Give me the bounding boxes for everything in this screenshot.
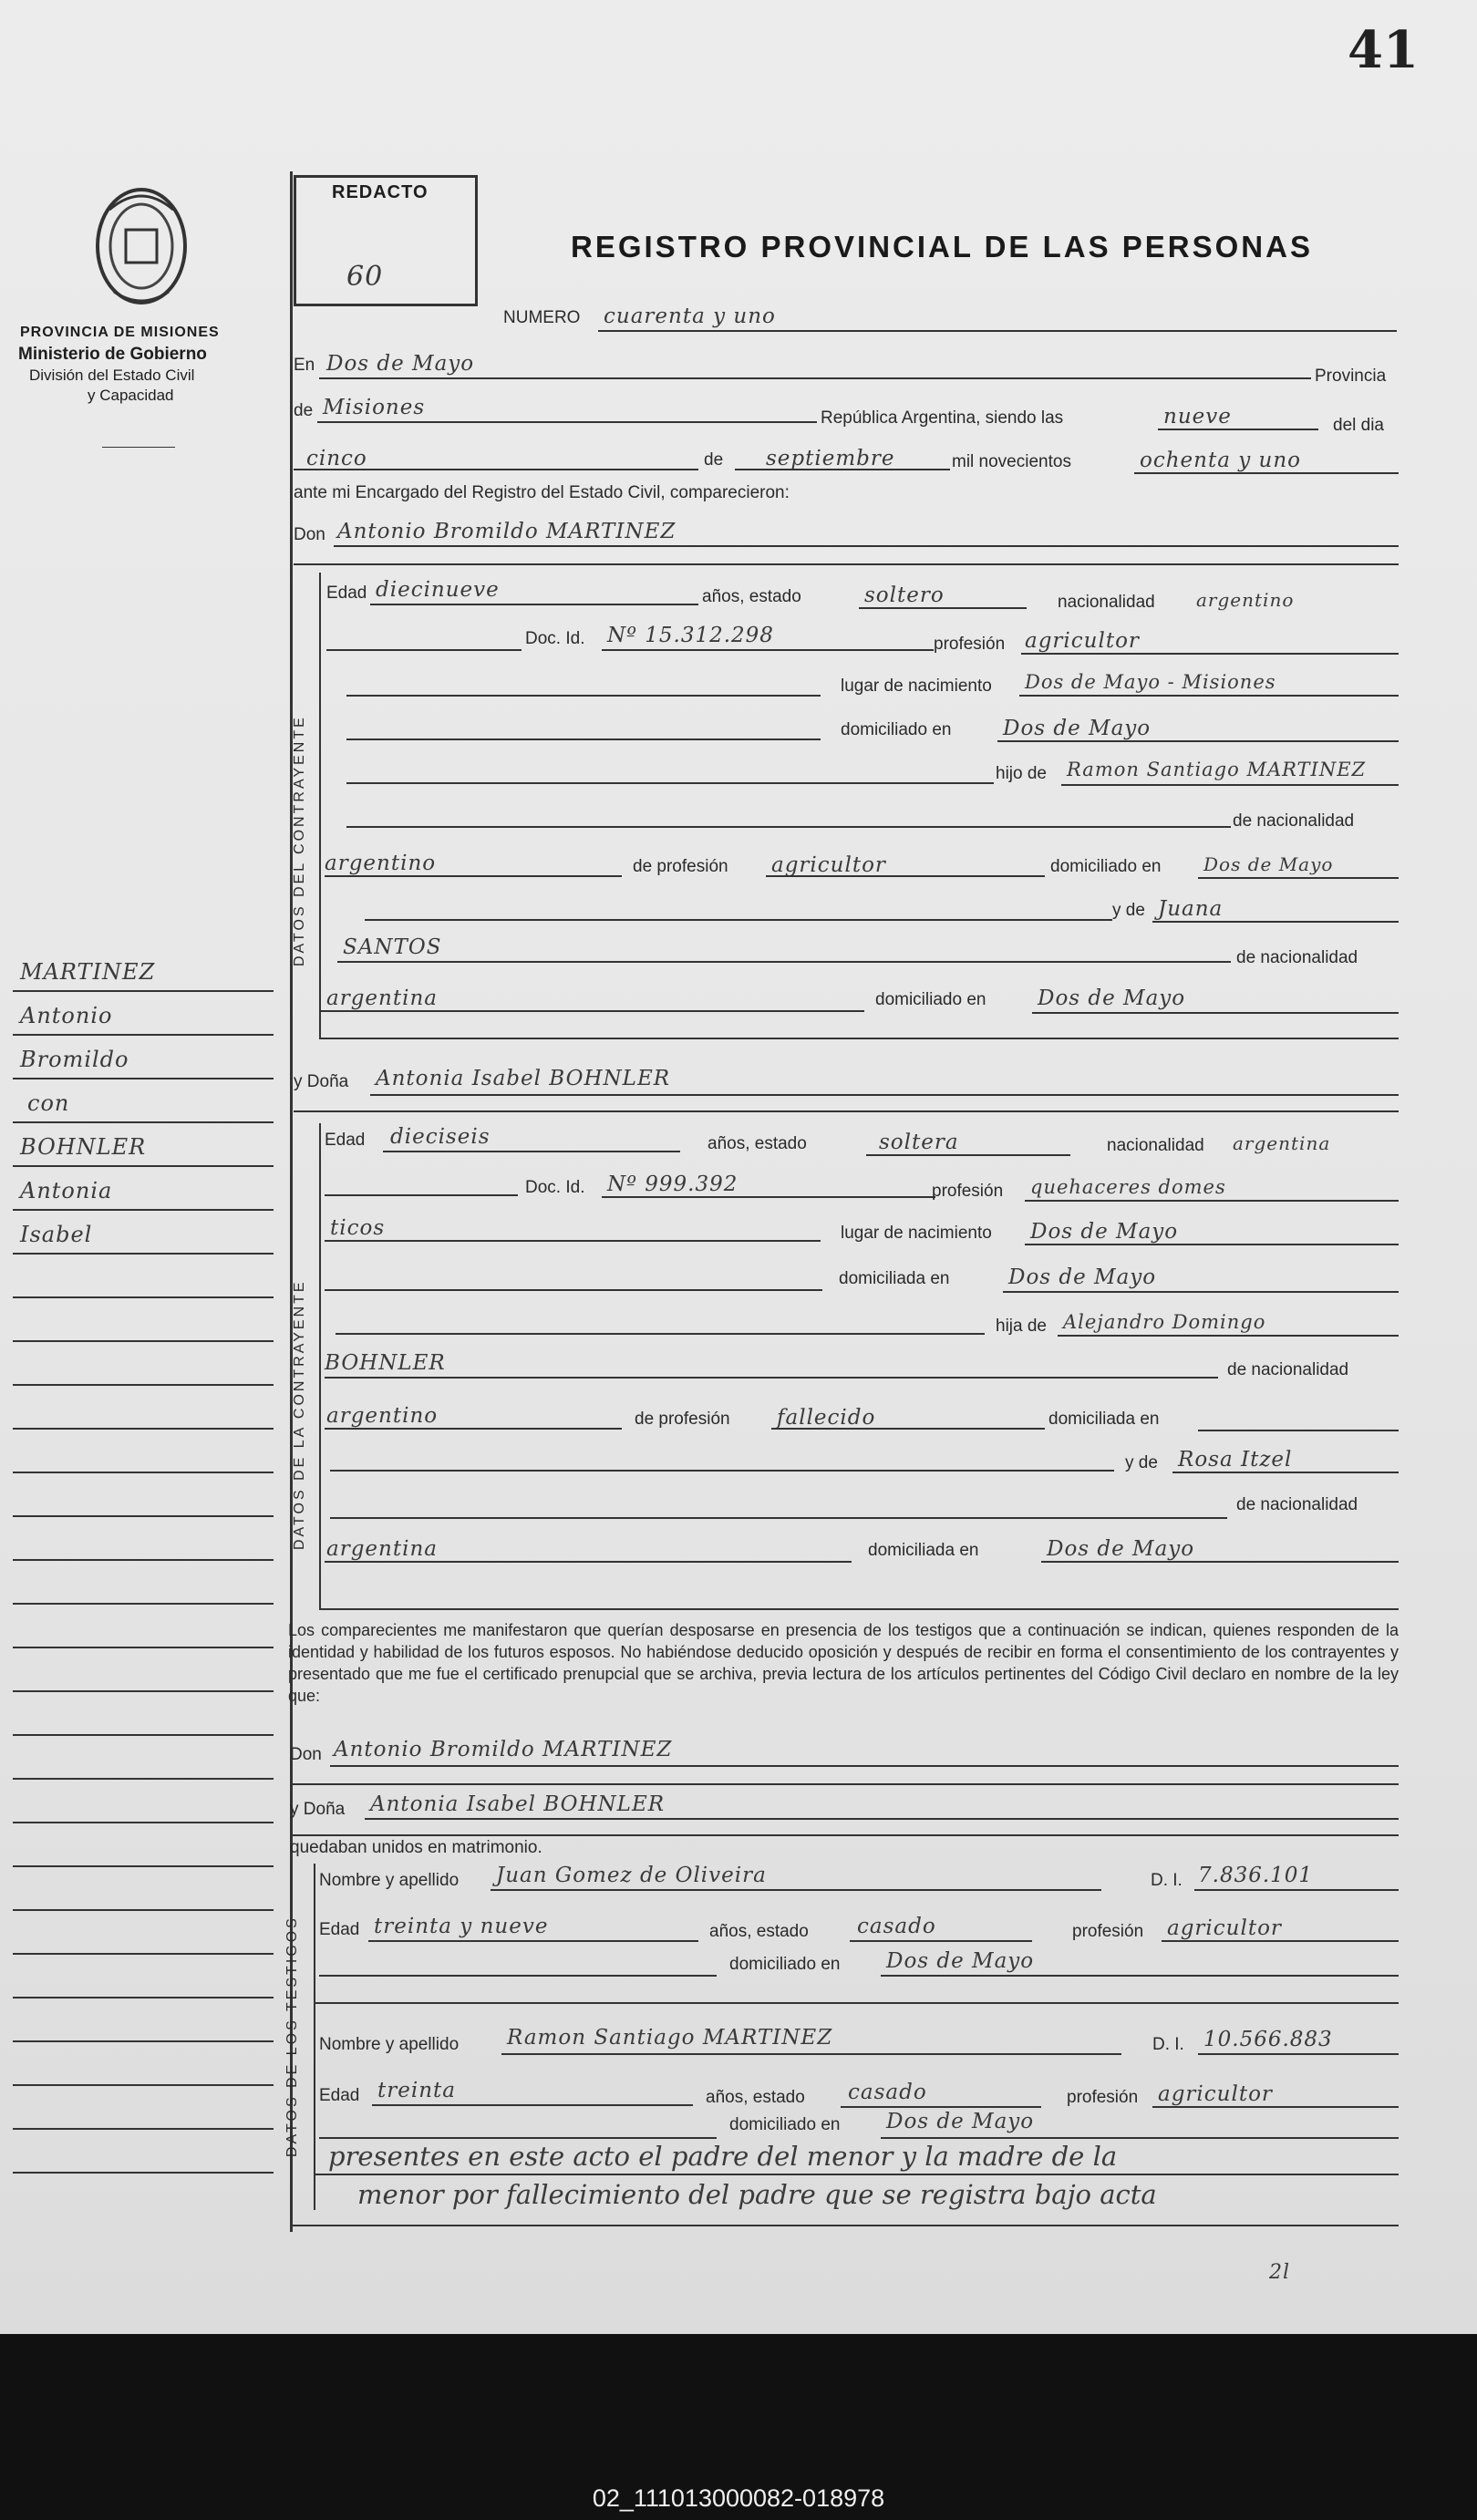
- t2-nombre-line: [501, 2053, 1121, 2055]
- margin-note: MARTINEZ: [20, 959, 156, 985]
- c2-yde-pre-line: [330, 1470, 1114, 1472]
- margin-rule-line: [13, 1515, 274, 1517]
- c2-prof-line: [1025, 1200, 1399, 1202]
- t2-estado: casado: [848, 2081, 927, 2104]
- c1-nombre-line2: [294, 563, 1399, 565]
- t1-edad: treinta y nueve: [374, 1915, 549, 1938]
- seal-division: División del Estado Civil: [29, 367, 195, 384]
- c1-dom-label: domiciliado en: [841, 720, 952, 739]
- c1-doc: Nº 15.312.298: [607, 624, 774, 647]
- margin-rule-line: [13, 2128, 274, 2130]
- c2-padre-prof-line: [771, 1428, 1045, 1430]
- anio-line: [1134, 472, 1399, 474]
- c1-hijo-label: hijo de: [996, 764, 1047, 783]
- c1-de-nac-label: de nacionalidad: [1233, 811, 1355, 831]
- mil-label: mil novecientos: [952, 452, 1071, 471]
- margin-rule-line: [13, 1734, 274, 1736]
- t1-domicilio: Dos de Mayo: [886, 1949, 1035, 1973]
- en-line: [319, 377, 1311, 379]
- seal-capacity: y Capacidad: [88, 387, 174, 404]
- c1-madre-dom-label: domiciliado en: [875, 990, 986, 1009]
- c2-bracket: [319, 1123, 321, 1608]
- margin-rule-line: [13, 1778, 274, 1780]
- numero-value: cuarenta y uno: [604, 305, 776, 328]
- t2-prof-label: profesión: [1067, 2088, 1139, 2107]
- redacto-value: 60: [346, 261, 384, 293]
- margin-rule-line: [13, 1865, 274, 1867]
- margin-rule-line: [13, 1253, 274, 1255]
- numero-line: [598, 330, 1397, 332]
- margin-rule-line: [13, 2084, 274, 2086]
- c2-nac2-pre-line: [330, 1517, 1227, 1519]
- t2-estado-line: [841, 2106, 1041, 2108]
- margin-rule-line: [13, 1647, 274, 1648]
- c2-madre-dom-line: [1041, 1561, 1399, 1563]
- t2-di: 10.566.883: [1203, 2028, 1333, 2051]
- t1-anos-label: años, estado: [709, 1922, 809, 1941]
- scan-id-label: 02_111013000082-018978: [592, 2484, 885, 2512]
- t2-nombre-label: Nombre y apellido: [319, 2035, 460, 2054]
- contrayente1-section-label: DATOS DEL CONTRAYENTE: [292, 715, 307, 966]
- t2-edad-line: [372, 2104, 693, 2106]
- union-dona: Antonia Isabel BOHNLER: [370, 1792, 666, 1816]
- dia-value: cinco: [306, 447, 367, 470]
- t2-profesion: agricultor: [1158, 2082, 1273, 2106]
- c2-padre-apellido: BOHNLER: [325, 1351, 446, 1375]
- c2-y-de-label: y de: [1125, 1453, 1158, 1472]
- c2-nombre-line: [370, 1094, 1399, 1096]
- c2-padre-dom-label: domiciliada en: [1048, 1410, 1160, 1429]
- contrayente2-nombre: Antonia Isabel BOHNLER: [376, 1067, 671, 1090]
- page-number: 41: [1348, 20, 1419, 80]
- c2-doc-label: Doc. Id.: [525, 1178, 585, 1197]
- t2-edad-label: Edad: [319, 2086, 360, 2105]
- union-dona-label: y Doña: [290, 1800, 346, 1819]
- c2-estado: soltera: [879, 1131, 959, 1154]
- corner-mark: 2l: [1269, 2261, 1291, 2284]
- c2-domicilio: Dos de Mayo: [1008, 1265, 1157, 1289]
- c1-padre-dom-label: domiciliado en: [1050, 857, 1162, 876]
- margin-rule-line: [13, 1822, 274, 1823]
- margin-rule-line: [13, 1603, 274, 1605]
- testigos-bracket: [314, 1864, 315, 2210]
- c2-doc-line: [602, 1196, 935, 1198]
- union-don-label: Don: [290, 1745, 322, 1764]
- c2-hija-pre-line: [336, 1333, 985, 1335]
- c1-estado: soltero: [864, 584, 945, 607]
- c1-madre1: Juana: [1158, 897, 1224, 921]
- c1-hijo-pre-line: [346, 782, 994, 784]
- c1-lugar-pre-line: [346, 695, 821, 697]
- margin-rule-line: [13, 1078, 274, 1079]
- hora-value: nueve: [1163, 405, 1232, 429]
- c1-madre2: SANTOS: [343, 935, 442, 959]
- margin-note: con: [27, 1090, 70, 1116]
- c2-dom-pre-line: [325, 1289, 822, 1291]
- nota-line1: presentes en este acto el padre del menor y la madre de la: [328, 2141, 1118, 2172]
- t1-di-line: [1194, 1889, 1399, 1891]
- c1-madre2-line: [337, 961, 1231, 963]
- c2-end-line: [319, 1608, 1399, 1610]
- document-title: REGISTRO PROVINCIAL DE LAS PERSONAS: [571, 230, 1313, 263]
- c2-de-prof-label: de profesión: [635, 1410, 730, 1429]
- don-label: Don: [294, 525, 325, 544]
- c2-lugar: Dos de Mayo: [1030, 1220, 1179, 1244]
- c2-prof-cont: ticos: [330, 1216, 386, 1240]
- declaracion-text: Los comparecientes me manifestaron que querían desposarse en presencia de los testigos que a continuación se indican, quienes responden de la identidad y habilidad de los futuros esposos. No habiéndose deducido oposición y después de recibir en forma el consentimiento de los contrayentes y presentado que me fue el certificado prenupcial que se archiva, previa lectura de los artículos pertinentes del Código Civil declaro en nombre de la ley que:: [288, 1621, 1399, 1705]
- en-label: En: [294, 356, 315, 375]
- c1-doc-pre-line: [326, 649, 522, 651]
- republica-label: República Argentina, siendo las: [821, 408, 1064, 428]
- c1-madre-nac-line: [321, 1010, 864, 1012]
- en-value: Dos de Mayo: [326, 352, 475, 376]
- t1-dom-pre-line: [319, 1975, 717, 1977]
- margin-note: BOHNLER: [20, 1134, 147, 1160]
- c1-estado-line: [859, 607, 1027, 609]
- margin-rule-line: [13, 1428, 274, 1430]
- nota-line2-rule: [290, 2225, 1399, 2226]
- c2-de-nac-label: de nacionalidad: [1227, 1360, 1349, 1379]
- c1-edad: diecinueve: [376, 578, 500, 602]
- t1-estado-line: [850, 1940, 1032, 1942]
- union-don-line: [330, 1765, 1399, 1767]
- seal-ministry: Ministerio de Gobierno: [18, 345, 207, 364]
- c1-nac-label: nacionalidad: [1058, 593, 1155, 612]
- c1-lugar-label: lugar de nacimiento: [841, 676, 992, 696]
- margin-rule-line: [13, 1121, 274, 1123]
- t2-di-line: [1198, 2053, 1399, 2055]
- c2-profesion: quehaceres domes: [1030, 1176, 1226, 1198]
- c1-de-nac2-label: de nacionalidad: [1236, 948, 1358, 967]
- c2-madre-line: [1172, 1472, 1399, 1473]
- c1-edad-label: Edad: [326, 584, 367, 603]
- margin-note: Isabel: [20, 1222, 93, 1247]
- c1-hijo-line: [1061, 784, 1399, 786]
- anio-value: ochenta y uno: [1140, 449, 1302, 472]
- t2-prof-line: [1152, 2106, 1399, 2108]
- c1-prof-label: profesión: [934, 635, 1006, 654]
- union-quedaban: quedaban unidos en matrimonio.: [290, 1838, 542, 1857]
- testigos-section-label: DATOS DE LOS TESTIGOS: [284, 1916, 300, 2157]
- margin-rule-line: [13, 2040, 274, 2042]
- de-label: de: [294, 401, 314, 420]
- c1-dom-line: [997, 740, 1399, 742]
- t1-nombre: Juan Gomez de Oliveira: [496, 1864, 767, 1887]
- c2-lugar-line: [1025, 1244, 1399, 1245]
- coat-of-arms-seal-icon: [91, 182, 191, 310]
- c1-madre-nac: argentina: [326, 986, 438, 1010]
- c2-padre-apellido-line: [325, 1377, 1218, 1379]
- seal-province: PROVINCIA DE MISIONES: [20, 325, 220, 340]
- c2-doc-pre-line: [325, 1194, 518, 1196]
- c1-padre-prof: agricultor: [771, 853, 886, 877]
- c2-madre-dom-label: domiciliada en: [868, 1541, 979, 1560]
- c2-nombre-line2: [294, 1110, 1399, 1112]
- c1-padre-dom: Dos de Mayo: [1203, 853, 1334, 875]
- dona-label: y Doña: [294, 1072, 349, 1091]
- margin-rule-line: [13, 1384, 274, 1386]
- c1-lugar: Dos de Mayo - Misiones: [1025, 671, 1276, 693]
- t1-profesion: agricultor: [1167, 1916, 1282, 1940]
- c1-anos-label: años, estado: [702, 587, 801, 606]
- c2-madre-dom: Dos de Mayo: [1047, 1537, 1195, 1561]
- t1-dom-label: domiciliado en: [729, 1955, 841, 1974]
- c1-nombre-line: [334, 545, 1399, 547]
- t2-di-label: D. I.: [1152, 2035, 1184, 2054]
- hora-line: [1158, 429, 1318, 430]
- t1-nombre-label: Nombre y apellido: [319, 1871, 460, 1890]
- t2-dom-label: domiciliado en: [729, 2115, 841, 2134]
- margin-rule-line: [13, 1034, 274, 1036]
- margin-rule-line: [13, 1690, 274, 1692]
- t2-nombre: Ramon Santiago MARTINEZ: [507, 2026, 833, 2050]
- c1-domicilio: Dos de Mayo: [1003, 717, 1152, 740]
- c1-madre-dom-line: [1032, 1012, 1399, 1014]
- t1-end-line: [314, 2002, 1399, 2004]
- t1-dom-line: [881, 1975, 1399, 1977]
- c2-madre: Rosa Itzel: [1178, 1448, 1293, 1472]
- union-dona-line: [365, 1818, 1399, 1820]
- t2-domicilio: Dos de Mayo: [886, 2110, 1035, 2133]
- c2-padre-nac: argentino: [326, 1404, 439, 1428]
- c2-estado-line: [866, 1154, 1070, 1156]
- c1-bracket: [319, 573, 321, 1038]
- t2-anos-label: años, estado: [706, 2088, 805, 2107]
- c2-padre-nac-line: [325, 1428, 622, 1430]
- c2-de-nac2-label: de nacionalidad: [1236, 1495, 1358, 1514]
- t2-edad: treinta: [377, 2079, 456, 2102]
- c2-dom-label: domiciliada en: [839, 1269, 950, 1288]
- numero-label: NUMERO: [503, 308, 581, 327]
- t1-edad-label: Edad: [319, 1920, 360, 1939]
- c1-padre-dom-line: [1198, 877, 1399, 879]
- margin-rule-line: [13, 1997, 274, 1998]
- c2-padre-prof: fallecido: [777, 1406, 876, 1430]
- c1-doc-line: [602, 649, 934, 651]
- c2-nacionalidad: argentina: [1233, 1132, 1331, 1154]
- contrayente1-nombre: Antonio Bromildo MARTINEZ: [337, 520, 677, 543]
- t2-dom-line: [881, 2137, 1399, 2139]
- t1-di: 7.836.101: [1198, 1864, 1314, 1887]
- union-don: Antonio Bromildo MARTINEZ: [334, 1738, 673, 1761]
- c1-de-prof-label: de profesión: [633, 857, 728, 876]
- c1-madre1-line: [1152, 921, 1399, 923]
- c1-madre-dom: Dos de Mayo: [1038, 986, 1186, 1010]
- c1-padre: Ramon Santiago MARTINEZ: [1067, 759, 1367, 780]
- mes-line: [735, 469, 950, 470]
- c1-edad-line: [370, 604, 698, 605]
- c2-prof-label: profesión: [932, 1182, 1004, 1201]
- nota-line2: menor por fallecimiento del padre que se registra bajo acta: [357, 2179, 1157, 2210]
- de2-label: de: [704, 450, 724, 470]
- margin-note: Bromildo: [20, 1047, 129, 1072]
- margin-rule-line: [13, 1559, 274, 1561]
- c2-hija-line: [1058, 1335, 1399, 1337]
- c2-madre-nac-line: [325, 1561, 852, 1563]
- margin-rule-line: [13, 2172, 274, 2174]
- margin-rule-line: [13, 1340, 274, 1342]
- t1-di-label: D. I.: [1151, 1871, 1183, 1890]
- c2-dom-line: [1003, 1291, 1399, 1293]
- c1-nac-pre-line: [346, 826, 1231, 828]
- c1-padre-nac-line: [325, 875, 622, 877]
- de-line: [317, 421, 817, 423]
- contrayente2-section-label: DATOS DE LA CONTRAYENTE: [292, 1279, 307, 1550]
- margin-rule-line: [13, 1209, 274, 1211]
- margin-rule-line: [13, 1165, 274, 1167]
- union-dona-line2: [290, 1834, 1399, 1836]
- c1-nacionalidad: argentino: [1196, 589, 1295, 611]
- margin-rule-line: [13, 1953, 274, 1955]
- t1-prof-label: profesión: [1072, 1922, 1144, 1941]
- c2-edad-line: [383, 1151, 680, 1152]
- redacto-label: REDACTO: [332, 182, 429, 202]
- c2-edad: dieciseis: [390, 1125, 491, 1149]
- c2-nac-label: nacionalidad: [1107, 1136, 1204, 1155]
- seal-underline: [102, 447, 175, 448]
- de-value: Misiones: [323, 396, 426, 419]
- t1-prof-line: [1162, 1940, 1399, 1942]
- c2-anos-label: años, estado: [708, 1134, 807, 1153]
- c1-yde-pre-line: [365, 919, 1112, 921]
- c1-profesion: agricultor: [1025, 629, 1140, 653]
- t1-nombre-line: [491, 1889, 1101, 1891]
- c2-madre-nac: argentina: [326, 1537, 438, 1561]
- margin-rule-line: [13, 1909, 274, 1911]
- t2-dom-pre-line: [319, 2137, 717, 2139]
- c2-edad-label: Edad: [325, 1131, 366, 1150]
- c1-end-line: [319, 1038, 1399, 1039]
- c2-padre-dom-line: [1198, 1430, 1399, 1431]
- dia-line: [294, 469, 698, 470]
- c1-doc-label: Doc. Id.: [525, 629, 585, 648]
- margin-rule-line: [13, 1472, 274, 1473]
- t1-edad-line: [368, 1940, 698, 1942]
- c1-padre-nac: argentino: [325, 852, 437, 875]
- margin-note: Antonio: [20, 1003, 113, 1028]
- del-dia-label: del dia: [1333, 416, 1384, 435]
- margin-rule-line: [13, 990, 274, 992]
- c2-prof-cont-line: [325, 1240, 821, 1242]
- ante-label: ante mi Encargado del Registro del Estado Civil, comparecieron:: [294, 483, 790, 502]
- nota-line1-rule: [314, 2174, 1399, 2175]
- mes-value: septiembre: [766, 447, 895, 470]
- c1-dom-pre-line: [346, 738, 821, 740]
- provincia-label: Provincia: [1315, 367, 1387, 386]
- c2-hija-label: hija de: [996, 1317, 1047, 1336]
- union-don-line2: [290, 1783, 1399, 1785]
- c1-lugar-line: [1019, 695, 1399, 697]
- margin-rule-line: [13, 1296, 274, 1298]
- c2-doc: Nº 999.392: [607, 1172, 738, 1196]
- c1-y-de-label: y de: [1112, 901, 1145, 920]
- c1-padre-prof-line: [766, 875, 1045, 877]
- c2-lugar-label: lugar de nacimiento: [841, 1224, 992, 1243]
- margin-note: Antonia: [20, 1178, 113, 1203]
- t1-estado: casado: [857, 1915, 936, 1938]
- c1-prof-line: [1021, 653, 1399, 655]
- c2-padre: Alejandro Domingo: [1063, 1311, 1266, 1333]
